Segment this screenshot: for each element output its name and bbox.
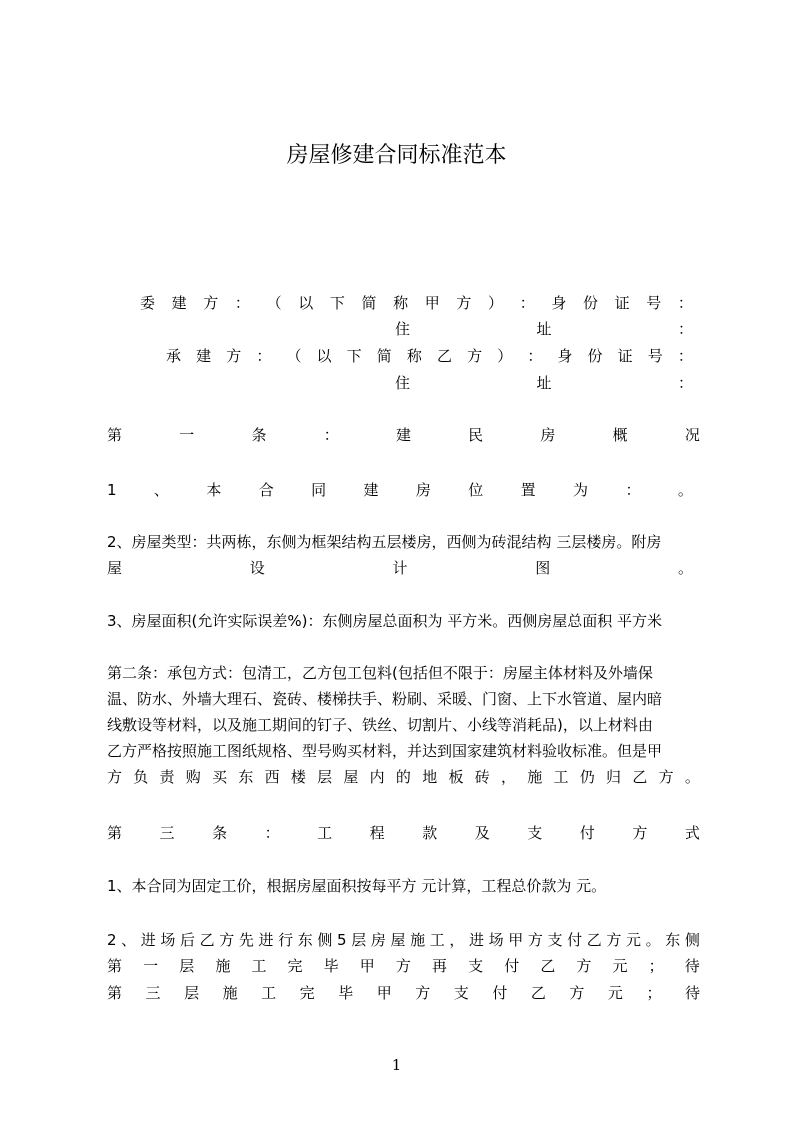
- text-line-party-a-address: 住 址 ：: [395, 320, 693, 338]
- document-title: 房屋修建合同标准范本: [286, 143, 507, 168]
- text-line-article-2a: 第二条：承包方式：包清工，乙方包工包料(包括但不限于：房屋主体材料及外墙保: [107, 664, 653, 682]
- text-line-item-3-2c: 第 三 层 施 工 完 毕 甲 方 支 付 乙 方 元 ； 待: [107, 984, 700, 1002]
- text-line-item-1-2b: 屋 设 计 图 。: [107, 559, 693, 577]
- text-line-article-2d: 乙方严格按照施工图纸规格、型号购买材料，并达到国家建筑材料验收标准。但是甲: [107, 742, 663, 760]
- text-line-party-a: 委 建 方 ： （ 以 下 简 称 甲 方 ） ： 身 份 证 号 ：: [140, 294, 693, 312]
- text-line-item-3-1: 1、本合同为固定工价，根据房屋面积按每平方 元计算，工程总价款为 元。: [107, 877, 607, 895]
- text-line-article-2c: 线敷设等材料，以及施工期间的钉子、铁丝、切割片、小线等消耗品)，以上材料由: [107, 716, 653, 734]
- text-line-party-b: 承 建 方 ： （ 以 下 简 称 乙 方 ） ： 身 份 证 号 ：: [166, 347, 693, 365]
- page-number: 1: [391, 1056, 402, 1074]
- text-line-article-1: 第 一 条 ： 建 民 房 概 况: [107, 426, 700, 444]
- text-line-item-3-2b: 第 一 层 施 工 完 毕 甲 方 再 支 付 乙 方 元 ； 待: [107, 957, 700, 975]
- text-line-article-2b: 温、防水、外墙大理石、瓷砖、楼梯扶手、粉刷、采暖、门窗、上下水管道、屋内暗: [107, 690, 663, 708]
- text-line-item-1-2a: 2、房屋类型：共两栋，东侧为框架结构五层楼房，西侧为砖混结构 三层楼房。附房: [107, 533, 662, 551]
- text-line-party-b-address: 住 址 ：: [395, 374, 693, 392]
- text-line-item-3-2a: 2 、 进 场 后 乙 方 先 进 行 东 侧 5 层 房 屋 施 工 ， 进 场 甲 方 支 付 乙 方 元 。 东 侧: [107, 931, 700, 949]
- text-line-item-1-3: 3、房屋面积(允许实际误差%)：东侧房屋总面积为 平方米。西侧房屋总面积 平方米: [107, 612, 663, 630]
- text-line-article-2e: 方 负 责 购 买 东 西 楼 层 屋 内 的 地 板 砖 ， 施 工 仍 归 乙 方 。: [107, 768, 700, 786]
- text-line-article-3: 第 三 条 ： 工 程 款 及 支 付 方 式: [107, 824, 700, 842]
- text-line-item-1-1: 1 、 本 合 同 建 房 位 置 为 ： 。: [107, 481, 693, 499]
